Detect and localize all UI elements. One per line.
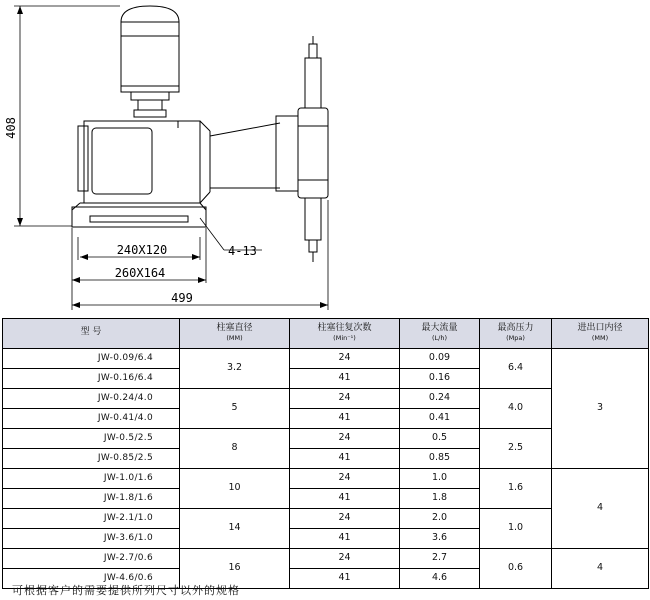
flow-cell: 1.8 [400, 489, 480, 509]
dimension-outer-base-label: 260X164 [114, 266, 166, 280]
model-cell: JW-2.7/0.6 [3, 549, 180, 569]
diameter-cell: 16 [180, 549, 290, 589]
diameter-cell: 5 [180, 389, 290, 429]
model-cell: JW-4.6/0.6 [3, 569, 180, 589]
base-outline [72, 203, 206, 227]
dimension-height-label: 408 [4, 117, 18, 139]
flow-cell: 0.41 [400, 409, 480, 429]
model-cell: JW-2.1/1.0 [3, 509, 180, 529]
model-cell: JW-0.24/4.0 [3, 389, 180, 409]
model-cell: JW-0.16/6.4 [3, 369, 180, 389]
model-cell: JW-0.5/2.5 [3, 429, 180, 449]
flow-cell: 2.0 [400, 509, 480, 529]
stroke-cell: 41 [290, 569, 400, 589]
pressure-cell: 0.6 [480, 549, 552, 589]
stroke-cell: 41 [290, 409, 400, 429]
pressure-cell: 6.4 [480, 349, 552, 389]
stroke-cell: 24 [290, 469, 400, 489]
pressure-cell: 1.6 [480, 469, 552, 509]
pressure-cell: 2.5 [480, 429, 552, 469]
header-max-flow: 最大流量 (L/h) [400, 319, 480, 349]
stroke-cell: 41 [290, 529, 400, 549]
table-row [3, 349, 649, 369]
specification-table [2, 318, 649, 589]
gearbox-outline [78, 121, 210, 203]
flow-cell: 0.16 [400, 369, 480, 389]
port-diameter-cell: 4 [552, 549, 649, 589]
diameter-cell: 14 [180, 509, 290, 549]
flow-cell: 0.5 [400, 429, 480, 449]
table-row [3, 549, 649, 569]
dimension-bolt-holes-label: 4-13 [228, 244, 257, 258]
header-stroke-rate: 柱塞往复次数 (Min⁻¹) [290, 319, 400, 349]
model-cell: JW-1.0/1.6 [3, 469, 180, 489]
model-cell: JW-3.6/1.0 [3, 529, 180, 549]
model-cell: JW-0.09/6.4 [3, 349, 180, 369]
model-cell: JW-1.8/1.6 [3, 489, 180, 509]
flow-cell: 0.85 [400, 449, 480, 469]
header-plunger-diameter: 柱塞直径 (MM) [180, 319, 290, 349]
pressure-cell: 4.0 [480, 389, 552, 429]
stroke-cell: 24 [290, 509, 400, 529]
stroke-cell: 41 [290, 489, 400, 509]
port-diameter-cell: 3 [552, 349, 649, 469]
stroke-cell: 24 [290, 429, 400, 449]
flow-cell: 1.0 [400, 469, 480, 489]
motor-outline [121, 6, 179, 117]
table-row [3, 469, 649, 489]
footnote: 可根据客户的需要提供所列尺寸以外的规格 [12, 584, 240, 597]
stroke-cell: 24 [290, 389, 400, 409]
header-port-diameter: 进出口内径 (MM) [552, 319, 649, 349]
stroke-cell: 41 [290, 449, 400, 469]
pump-arm-outline [210, 36, 328, 262]
stroke-cell: 41 [290, 369, 400, 389]
stroke-cell: 24 [290, 549, 400, 569]
flow-cell: 2.7 [400, 549, 480, 569]
flow-cell: 4.6 [400, 569, 480, 589]
model-cell: JW-0.85/2.5 [3, 449, 180, 469]
stroke-cell: 24 [290, 349, 400, 369]
dimension-overall-length-label: 499 [171, 291, 193, 305]
diameter-cell: 8 [180, 429, 290, 469]
table-header-row [3, 319, 649, 349]
header-model: 型 号 [3, 319, 180, 349]
pressure-cell: 1.0 [480, 509, 552, 549]
port-diameter-cell: 4 [552, 469, 649, 549]
header-max-pressure: 最高压力 (Mpa) [480, 319, 552, 349]
flow-cell: 0.24 [400, 389, 480, 409]
dimension-inner-base-label: 240X120 [116, 243, 168, 257]
flow-cell: 0.09 [400, 349, 480, 369]
diameter-cell: 10 [180, 469, 290, 509]
diameter-cell: 3.2 [180, 349, 290, 389]
flow-cell: 3.6 [400, 529, 480, 549]
model-cell: JW-0.41/4.0 [3, 409, 180, 429]
